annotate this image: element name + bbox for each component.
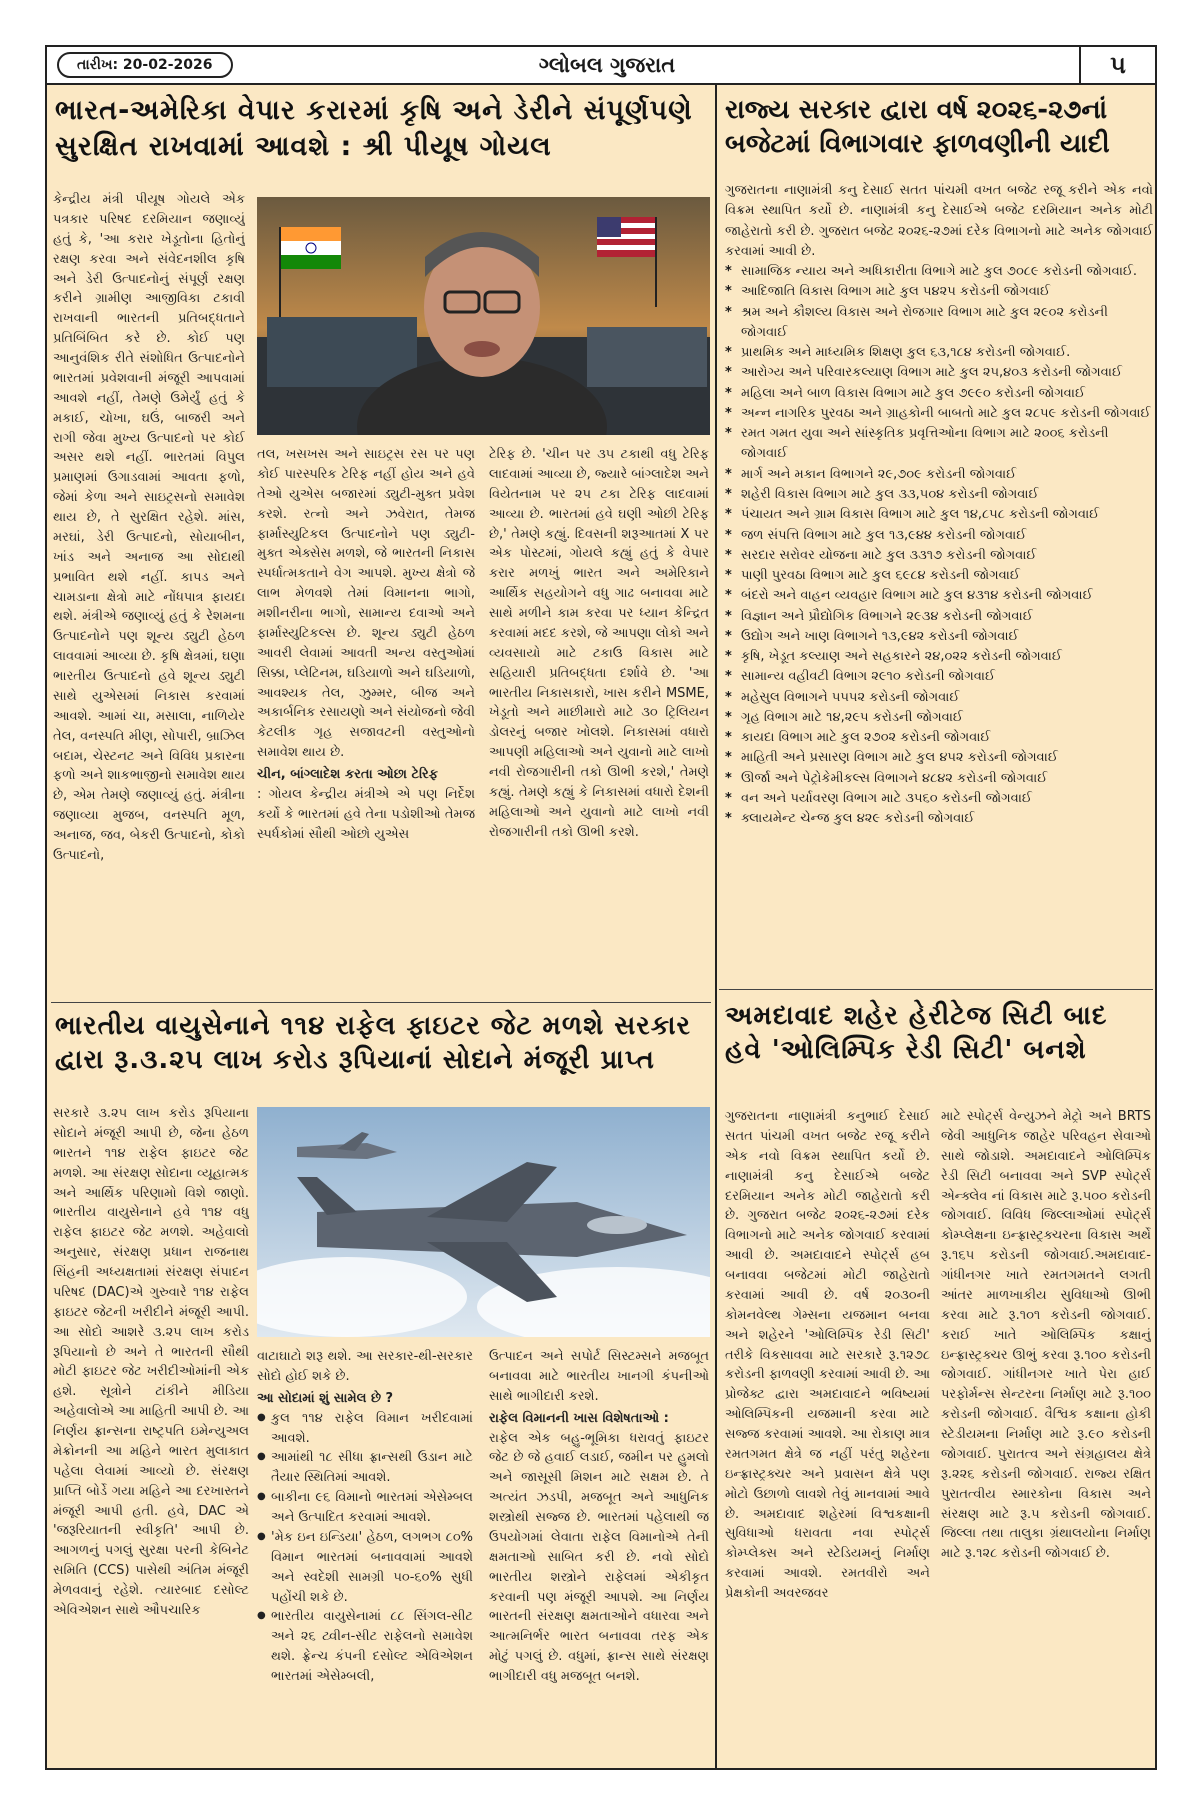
story2-subhead-2: રાફેલ વિમાનની ખાસ વિશેષતાઓ : [489, 1410, 669, 1426]
story2-text-2: વાટાઘાટો શરૂ થશે. આ સરકાર-થી-સરકાર સોદો હોઈ શકે છે. [257, 1349, 473, 1384]
budget-item: * કૃષિ, ખેડૂત કલ્યાણ અને સહકારને ૨૪,૦૨૨ કરોડની જોગવાઈ [725, 649, 1062, 665]
ship-left-icon [267, 317, 417, 387]
budget-item: * માહિતી અને પ્રસારણ વિભાગ માટે કુલ ૪૫૨ કરોડની જોગવાઈ [725, 750, 1058, 766]
budget-item: * બંદરો અને વાહન વ્યવહાર વિભાગ માટે કુલ ૪૩૧૪ કરોડની જોગવાઈ [725, 588, 1093, 604]
deal-point: ● કુલ ૧૧૪ રાફેલ વિમાન ખરીદવામાં આવશે. [257, 1409, 473, 1449]
story3-headline: રાજ્ય સરકાર દ્વારા વર્ષ ૨૦૨૬-૨૭નાં બજેટમાં વિભાગવાર ફાળવણીની યાદી [725, 95, 1110, 160]
story1-headline: ભારત-અમેરિકા વેપાર કરારમાં કૃષિ અને ડેરીને સંપૂર્ણપણે સુરક્ષિત રાખવામાં આવશે : શ્રી પીયૂષ ગોયલ [55, 95, 693, 162]
story1-column-1 [53, 190, 245, 995]
story2-text-1: સરકારે ૩.૨૫ લાખ કરોડ રૂપિયાના સોદાને મંજૂરી આપી છે, જેના હેઠળ ભારતને ૧૧૪ રાફેલ ફાઇટર જેટ મળશે. આ સંરક્ષણ સોદાના વ્યૂહાત્મક અને આર્થિક પરિણામો વિશે જાણો. ભારતીય વાયુસેનાને હવે ૧૧૪ વધુ રાફેલ ફાઇટર જેટ મળશે. અહેવાલો અનુસાર, સંરક્ષણ પ્રધાન રાજનાથ સિંહની અધ્યક્ષતામાં સંરક્ષણ સંપાદન પરિષદ (DAC)એ ગુરુવારે ૧૧૪ રાફેલ ફાઇટર જેટની ખરીદીને મંજૂરી આપી. આ સોદો આશરે ૩.૨૫ લાખ કરોડ રૂપિયાનો છે અને તે ભારતની સૌથી મોટી ફાઇટર જેટ ખરીદીઓમાંની એક હશે. સૂત્રોને ટાંકીને મીડિયા અહેવાલોએ આ માહિતી આપી છે. આ નિર્ણય ફ્રાન્સના રાષ્ટ્રપતિ ઇમેન્યુઅલ મેક્રોનની આ મહિને ભારત મુલાકાત પહેલા લેવામાં આવ્યો છે. સંરક્ષણ પ્રાપ્તિ બોર્ડે ગયા મહિને આ દરખાસ્તને મંજૂરી આપી હતી. હવે, DAC એ 'જરૂરિયાતની સ્વીકૃતિ' આપી છે. આગળનું પગલું સુરક્ષા પરની કેબિનેટ સમિતિ (CCS) પાસેથી અંતિમ મંજૂરી મેળવવાનું રહેશે. ત્યારબાદ દસોલ્ટ એવિએશન સાથે ઔપચારિક [53, 1106, 249, 1618]
budget-item: * પાણી પુરવઠા વિભાગ માટે કુલ ૬૯૮૪ કરોડની જોગવાઈ [725, 568, 1020, 584]
story1-text-2b: : ગોયલ કેન્દ્રીય મંત્રીએ એ પણ નિર્દેશ કર્યો કે ભારતમાં હવે તેના પડોશીઓ તેમજ સ્પર્ધકોમાં સૌથી ઓછો યુએસ [257, 786, 475, 842]
budget-item: * રમત ગમત યુવા અને સાંસ્કૃતિક પ્રવૃત્તિઓના વિભાગ માટે ૨૦૦૬ કરોડની જોગવાઈ [725, 426, 1109, 462]
story1-column-3 [489, 445, 709, 995]
usa-flag-icon [597, 217, 655, 257]
story4-column-1 [725, 1107, 930, 1767]
india-flag-icon [281, 227, 341, 241]
rafale-photo [257, 1107, 710, 1337]
budget-item: * શહેરી વિકાસ વિભાગ માટે કુલ ૩૩,૫૦૪ કરોડની જોગવાઈ [725, 486, 1039, 502]
newspaper-page [45, 45, 1157, 1770]
budget-item: * માર્ગ અને મકાન વિભાગને ૨૯,૭૦૯ કરોડની જોગવાઈ [725, 466, 1017, 482]
story2-text-3a: ઉત્પાદન અને સપોર્ટ સિસ્ટમ્સને મજબૂત બનાવવા માટે ભારતીય ખાનગી કંપનીઓ સાથે ભાગીદારી કરશે. [489, 1349, 709, 1404]
deal-point: ● આમાંથી ૧૮ સીધા ફ્રાન્સથી ઉડાન માટે તૈયાર સ્થિતિમાં આવશે. [257, 1448, 473, 1488]
budget-item: * વન અને પર્યાવરણ વિભાગ માટે ૩૫૬૦ કરોડની જોગવાઈ [725, 790, 1032, 806]
story2-column-2 [257, 1347, 473, 1767]
deal-point: ● 'મેક ઇન ઇન્ડિયા' હેઠળ, લગભગ ૮૦% વિમાન ભારતમાં બનાવવામાં આવશે અને સ્વદેશી સામગ્રી ૫૦-૬૦% સુધી પહોંચી શકે છે. [257, 1528, 473, 1608]
story4-headline: અમદાવાદ શહેર હેરીટેજ સિટી બાદ હવે 'ઓલિમ્પિક રેડી સિટી' બનશે [725, 1001, 1108, 1066]
budget-item: * ઊર્જા અને પેટ્રોકેમીકલ્સ વિભાગને ૪૮૪૨ કરોડની જોગવાઈ [725, 770, 1048, 786]
masthead [47, 47, 1155, 85]
budget-item: * ઉદ્યોગ અને ખાણ વિભાગને ૧૩,૯૪૨ કરોડની જોગવાઈ [725, 628, 1019, 644]
budget-item: * શ્રમ અને કૌશલ્ય વિકાસ અને રોજગાર વિભાગ માટે કુલ ૨૯૦૨ કરોડની જોગવાઈ [725, 304, 1108, 340]
budget-item: * કાયદા વિભાગ માટે કુલ ૨૭૦૨ કરોડની જોગવાઈ [725, 730, 991, 746]
story2-column-3 [489, 1347, 709, 1767]
story2-subhead-1: આ સોદામાં શું સામેલ છે ? [257, 1390, 394, 1406]
budget-item: * ક્લાયમેન્ટ ચેન્જ કુલ ૪૨૯ કરોડની જોગવાઈ [725, 811, 975, 827]
story1-column-2 [257, 445, 475, 995]
story3-intro: ગુજરાતના નાણામંત્રી કનુ દેસાઈ સતત પાંચમી વખત બજેટ રજૂ કરીને એક નવો વિક્રમ સ્થાપિત કર્યો છે. નાણામંત્રી કનુ દેસાઈએ બજેટ દરમિયાન અનેક મોટી જાહેરાતો કરી છે. ગુજરાત બજેટ ૨૦૨૬-૨૭માં દરેક વિભાગનો માટે અનેક જોગવાઈ કરવામાં આવી છે. [725, 183, 1153, 259]
budget-item: * જળ સંપત્તિ વિભાગ માટે કુલ ૧૩,૯૪૪ કરોડની જોગવાઈ [725, 527, 1027, 543]
story1-text-2: તલ, ખસખસ અને સાઇટ્રસ રસ પર પણ કોઈ પારસ્પરિક ટેરિફ નહીં હોય અને હવે તેઓ યુએસ બજારમાં ડ્યુટી-મુક્ત પ્રવેશ કરશે. રત્નો અને ઝવેરાત, તેમજ ફાર્માસ્યુટિકલ ઉત્પાદનોને પણ ડ્યુટી-મુક્ત એક્સેસ મળશે, જે ભારતની નિકાસ સ્પર્ધાત્મકતાને વેગ આપશે. મુખ્ય ક્ષેત્રો જે લાભ મેળવશે તેમાં વિમાનના ભાગો, મશીનરીના ભાગો, સામાન્ય દવાઓ અને ફાર્માસ્યુટિકલ્સ છે. શૂન્ય ડ્યુટી હેઠળ આવરી લેવામાં આવતી અન્ય વસ્તુઓમાં સિક્કા, પ્લેટિનમ, ઘડિયાળો અને ઘડિયાળો, આવશ્યક તેલ, ઝુમ્મર, બીજ અને અકાર્બનિક રસાયણો અને સંયોજનો જેવી કેટલીક ગૃહ સજાવટની વસ્તુઓનો સમાવેશ થાય છે. [257, 447, 475, 761]
page-number: ૫ [1079, 47, 1155, 83]
budget-allocation-list [725, 181, 1153, 983]
budget-item: * ગૃહ વિભાગ માટે ૧૪,૨૯૫ કરોડની જોગવાઈ [725, 709, 963, 725]
story2-column-1 [53, 1104, 249, 1764]
budget-item: * સામાન્ય વહીવટી વિભાગ ૨૯૧૦ કરોડની જોગવાઈ [725, 669, 996, 685]
budget-item: * પંચાયત અને ગ્રામ વિકાસ વિભાગ માટે કુલ ૧૪,૮૫૮ કરોડની જોગવાઈ [725, 507, 1100, 523]
deal-points-list [257, 1409, 473, 1687]
story-divider [719, 989, 1153, 990]
story2-headline: ભારતીય વાયુસેનાને ૧૧૪ રાફેલ ફાઇટર જેટ મળશે સરકાર દ્વારા રૂ.૩.૨૫ લાખ કરોડ રૂપિયાનાં સોદાને મંજૂરી પ્રાપ્ત [55, 1011, 691, 1076]
column-divider [715, 85, 717, 1770]
rafale-photo-graphic [257, 1107, 710, 1337]
budget-item: * અન્ન નાગરિક પુરવઠા અને ગ્રાહકોની બાબતો માટે કુલ ૨૮૫૯ કરોડની જોગવાઈ [725, 405, 1151, 421]
ship-right-icon [587, 327, 707, 387]
story2-text-3b: રાફેલ એક બહુ-ભૂમિકા ધરાવતું ફાઇટર જેટ છે જે હવાઈ લડાઈ, જમીન પર હુમલો અને જાસૂસી મિશન માટે સક્ષમ છે. તે અત્યંત ઝડપી, મજબૂત અને આધુનિક શસ્ત્રોથી સજ્જ છે. ભારતમાં પહેલાથી જ ઉપયોગમાં લેવાતા રાફેલ વિમાનોએ તેની ક્ષમતાઓ સાબિત કરી છે. નવો સોદો ભારતીય શસ્ત્રોને રાફેલમાં એકીકૃત કરવાની પણ મંજૂરી આપશે. આ નિર્ણય ભારતની સંરક્ષણ ક્ષમતાઓને વધારવા અને આત્મનિર્ભર ભારત બનાવવા તરફ એક મોટું પગલું છે. વધુમાં, ફ્રાન્સ સાથે સંરક્ષણ ભાગીદારી વધુ મજબૂત બનશે. [489, 1430, 709, 1684]
story1-text-3: ટેરિફ છે. 'ચીન પર ૩૫ ટકાથી વધુ ટેરિફ લાદવામાં આવ્યા છે, જ્યારે બાંગ્લાદેશ અને વિયેતનામ પર ૨૫ ટકા ટેરિફ લાદવામાં આવ્યા છે. ભારતમાં હવે ઘણી ઓછી ટેરિફ છે,' તેમણે કહ્યું. દિવસની શરૂઆતમાં X પર એક પોસ્ટમાં, ગોયલે કહ્યું હતું કે વેપાર કરાર મળખું ભારત અને અમેરિકાને આર્થિક સહયોગને વધુ ગાઢ બનાવવા માટે સાથે મળીને કામ કરવા પર ધ્યાન કેન્દ્રિત કરવામાં મદદ કરશે, જે આપણા લોકો અને વ્યવસાયો માટે ટકાઉ વિકાસ માટે સહિયારી પ્રતિબદ્ધતા દર્શાવે છે. 'આ ભારતીય નિકાસકારો, ખાસ કરીને MSME, ખેડૂતો અને માછીમારો માટે ૩૦ ટ્રિલિયન ડોલરનું બજાર ખોલશે. નિકાસમાં વધારો આપણી મહિલાઓ અને યુવાનો માટે લાખો નવી રોજગારીની તકો ઊભી કરશે,' તેમણે કહ્યું. તેમણે કહ્યું કે નિકાસમાં વધારો દેશની મહિલાઓ અને યુવાનો માટે લાખો નવી રોજગારીની તકો ઊભી કરશે. [489, 447, 709, 840]
budget-item: * સરદાર સરોવર યોજના માટે કુલ ૩૩૧૭ કરોડની જોગવાઈ [725, 547, 1037, 563]
goyal-photo [257, 197, 710, 435]
budget-item: * વિજ્ઞાન અને પ્રૌદ્યોગિક વિભાગને ૨૯૩૪ કરોડની જોગવાઈ [725, 608, 1033, 624]
budget-item: * આદિજાતિ વિકાસ વિભાગ માટે કુલ ૫૪૨૫ કરોડની જોગવાઈ [725, 284, 1051, 300]
story4-text-2: માટે સ્પોર્ટ્સ વેન્યુઝને મેટ્રો અને BRTS જેવી આધુનિક જાહેર પરિવહન સેવાઓ સાથે જોડાશે. અમદાવાદને ઓલિમ્પિક રેડી સિટી બનાવવા અને SVP સ્પોર્ટ્સ એન્ક્લેવ નાં વિકાસ માટે રૂ.૫૦૦ કરોડની જોગવાઈ. વિવિધ જિલ્લાઓમાં સ્પોર્ટ્સ કોમ્પ્લેક્ષના ઇન્ફ્રાસ્ટ્રક્ચરના વિકાસ અર્થે રૂ.૧૬૫ કરોડની જોગવાઈ.અમદાવાદ-ગાંધીનગર ખાતે રમતગમતને લગતી આંતર માળખાકીય સુવિધાઓ ઊભી કરવા માટે રૂ.૧૦૧ કરોડની જોગવાઈ. કરાઈ ખાતે ઓલિમ્પિક કક્ષાનું ઇન્ફ્રાસ્ટ્રક્ચર ઊભું કરવા રૂ.૧૦૦ કરોડની જોગવાઈ. ગાંધીનગર ખાતે પેરા હાઈ પરફોર્મન્સ સેન્ટરના નિર્માણ માટે રૂ.૧૦૦ કરોડની જોગવાઈ. વૈશ્વિક કક્ષાના હોકી સ્ટેડીયમના નિર્માણ માટે રૂ.૯૦ કરોડની જોગવાઈ. પુરાતત્વ અને સંગ્રહાલય ક્ષેત્રે રૂ.૨૨૬ કરોડની જોગવાઈ. રાજ્ય રક્ષિત પુરાતત્વીય સ્મારકોના વિકાસ અને સંરક્ષણ માટે રૂ.૫ કરોડની જોગવાઈ. જિલ્લા તથા તાલુકા ગ્રંથાલયોના નિર્માણ માટે રૂ.૧૨૮ કરોડની જોગવાઈ છે. [941, 1109, 1151, 1562]
goyal-photo-graphic [257, 197, 710, 435]
story-divider [51, 1002, 711, 1003]
deal-point: ● બાકીના ૯૬ વિમાનો ભારતમાં એસેમ્બલ અને ઉત્પાદિત કરવામાં આવશે. [257, 1488, 473, 1528]
story1-subhead: ચીન, બાંગ્લાદેશ કરતા ઓછા ટેરિફ [257, 767, 438, 782]
issue-date: તારીખ: 20-02-2026 [57, 52, 233, 78]
newspaper-name: ગ્લોબલ ગુજરાત [538, 53, 676, 77]
budget-item: * સામાજિક ન્યાય અને અધિકારીતા વિભાગે માટે કુલ ૭૦૮૯ કરોડની જોગવાઈ. [725, 264, 1138, 280]
budget-item: * પ્રાથમિક અને માધ્યમિક શિક્ષણ કુલ ૬૩,૧૮૪ કરોડની જોગવાઈ. [725, 345, 1071, 361]
budget-item: * મહિલા અને બાળ વિકાસ વિભાગ માટે કુલ ૭૯૯૦ કરોડની જોગવાઈ [725, 385, 1086, 401]
budget-item: * મહેસુલ વિભાગને ૫૫૫૨ કરોડની જોગવાઈ [725, 689, 960, 705]
deal-point: ● ભારતીય વાયુસેનામાં ૮૮ સિંગલ-સીટ અને ૨૬ ટ્વીન-સીટ રાફેલનો સમાવેશ થશે. ફ્રેન્ચ કંપની દસોલ્ટ એવિએશન ભારતમાં એસેમ્બલી, [257, 1607, 473, 1687]
story1-text-1: કેન્દ્રીય મંત્રી પીયૂષ ગોયલે એક પત્રકાર પરિષદ દરમિયાન જણાવ્યું હતું કે, 'આ કરાર ખેડૂતોના હિતોનું રક્ષણ કરવા અને સંવેદનશીલ કૃષિ અને ડેરી ઉત્પાદનોનું સંપૂર્ણ રક્ષણ કરીને ગ્રામીણ આજીવિકા ટકાવી રાખવાની ભારતની પ્રતિબદ્ધતાને પ્રતિબિંબિત કરે છે. કોઈ પણ આનુવંશિક રીતે સંશોધિત ઉત્પાદનોને ભારતમાં પ્રવેશવાની મંજૂરી આપવામાં આવશે નહીં, તેમણે ઉમેર્યું હતું કે મકાઈ, ચોખા, ઘઉં, બાજરી અને રાગી જેવા મુખ્ય ઉત્પાદનો પર કોઈ અસર થશે નહીં. ભારતમાં વિપુલ પ્રમાણમાં ઉગાડવામાં આવતા ફળો, જેમાં કેળા અને સાઇટ્રસનો સમાવેશ થાય છે, તે સુરક્ષિત રહેશે. માંસ, મરઘાં, ડેરી ઉત્પાદનો, સોયાબીન, ખાંડ અને અનાજ આ સોદાથી પ્રભાવિત થશે નહીં. કાપડ અને ચામડાના ક્ષેત્રો માટે નોંધપાત્ર ફાયદા થશે. મંત્રીએ જણાવ્યું હતું કે રેશમના ઉત્પાદનોને પણ શૂન્ય ડ્યુટી હેઠળ લાવવામાં આવ્યા છે. કૃષિ ક્ષેત્રમાં, ઘણા ભારતીય ઉત્પાદનો હવે શૂન્ય ડ્યુટી સાથે યુએસમાં નિકાસ કરવામાં આવશે. આમાં ચા, મસાલા, નાળિયેર તેલ, વનસ્પતિ મીણ, સોપારી, બ્રાઝિલ બદામ, ચેસ્ટનટ અને વિવિધ પ્રકારના ફળો અને શાકભાજીનો સમાવેશ થાય છે, એમ તેમણે જણાવ્યું હતું. મંત્રીના જણાવ્યા મુજબ, વનસ્પતિ મૂળ, અનાજ, જવ, બેકરી ઉત્પાદનો, કોકો ઉત્પાદનો, [53, 192, 245, 863]
story4-text-1: ગુજરાતના નાણામંત્રી કનુભાઈ દેસાઈ સતત પાંચમી વખત બજેટ રજૂ કરીને એક નવો વિક્રમ સ્થાપિત કર્યો છે. નાણામંત્રી કનુ દેસાઈએ બજેટ દરમિયાન અનેક મોટી જાહેરાતો કરી છે. ગુજરાત બજેટ ૨૦૨૬-૨૭માં દરેક વિભાગનો માટે અનેક જોગવાઈ કરવામાં આવી છે. અમદાવાદને સ્પોર્ટ્સ હબ બનાવવા બજેટમાં મોટી જાહેરાતો કરવામાં આવી છે. વર્ષ ૨૦૩૦ની કોમનવેલ્થ ગેમ્સના યજમાન બનવા અને શહેરને 'ઓલિમ્પિક રેડી સિટી' તરીકે વિકસાવવા માટે સરકારે રૂ.૧૨૭૮ કરોડની ફાળવણી કરવામાં આવી છે. આ પ્રોજેક્ટ દ્વારા અમદાવાદને ભવિષ્યમાં ઓલિમ્પિકની યજમાની કરવા માટે સજ્જ કરવામાં આવશે. આ રોકાણ માત્ર રમતગમત ક્ષેત્રે જ નહીં પરંતુ શહેરના ઇન્ફ્રાસ્ટ્રક્ચર અને પ્રવાસન ક્ષેત્રે પણ મોટો ઉછાળો લાવશે તેવું માનવામાં આવે છે. અમદાવાદ શહેરમાં વિશ્વકક્ષાની સુવિધાઓ ધરાવતા નવા સ્પોર્ટ્સ કોમ્પ્લેક્સ અને સ્ટેડિયમનું નિર્માણ કરવામાં આવશે. રમતવીરો અને પ્રેક્ષકોની અવરજવર [725, 1109, 930, 1601]
story4-column-2 [941, 1107, 1151, 1767]
budget-item: * આરોગ્ય અને પરિવારકલ્યાણ વિભાગ માટે કુલ ૨૫,૪૦૩ કરોડની જોગવાઈ [725, 365, 1122, 381]
